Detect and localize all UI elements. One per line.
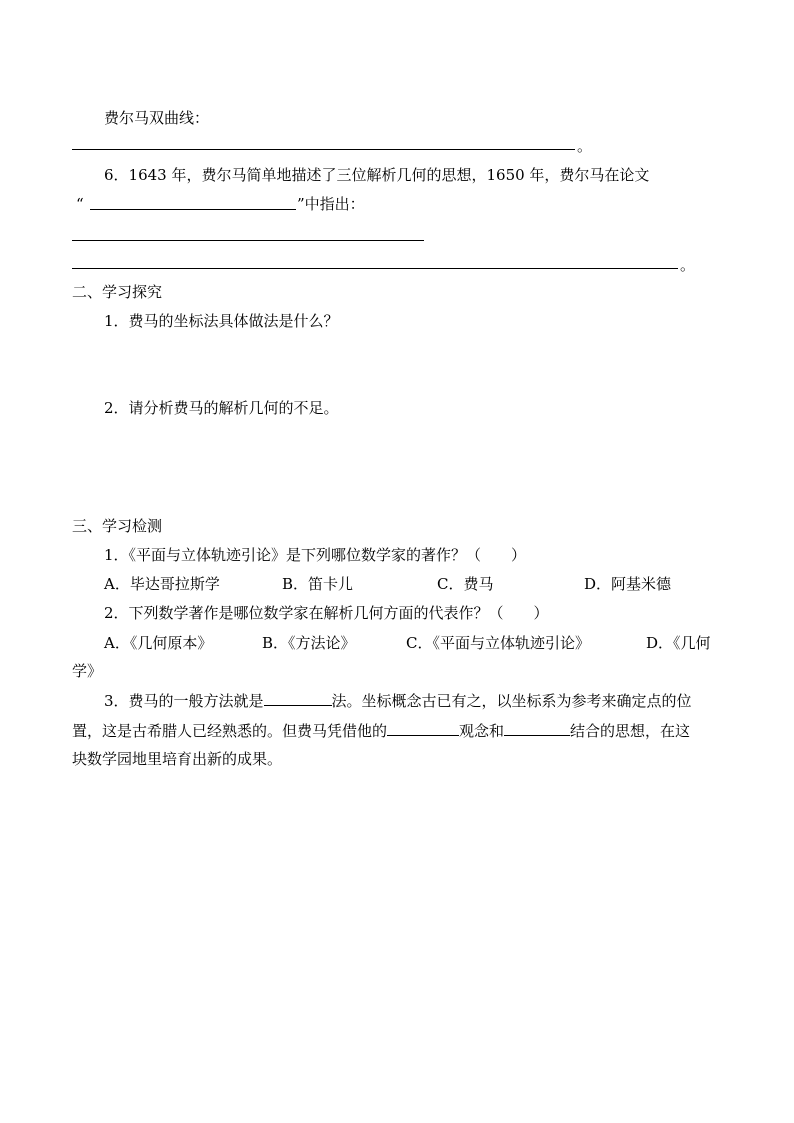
s3-q2-option-a[interactable]: A．《几何原本》 <box>104 634 213 652</box>
section2-q2: 2．请分析费马的解析几何的不足。 <box>104 399 339 417</box>
q5-answer-line[interactable] <box>72 149 575 150</box>
s3-q3-line2 <box>72 720 690 741</box>
s3-q1-stem: 1．《平面与立体轨迹引论》是下列哪位数学家的著作？（ ） <box>104 546 527 564</box>
s3-q2-option-d-continued: 学》 <box>72 662 103 680</box>
s3-q1-option-c[interactable]: C．费马 <box>437 575 494 593</box>
q5-label: 费尔马双曲线： <box>104 109 210 127</box>
s3-q3-part2: 法。坐标概念古已有之，以坐标系为参考来确定点的位 <box>331 692 692 710</box>
section3-heading: 三、学习检测 <box>72 517 163 535</box>
s3-q2-option-b[interactable]: B．《方法论》 <box>262 634 356 652</box>
s3-q1-option-d[interactable]: D．阿基米德 <box>584 575 672 593</box>
q6-end-mark: 。 <box>680 256 696 274</box>
q6-answer-line-1[interactable] <box>72 240 424 241</box>
section2-q1: 1．费马的坐标法具体做法是什么？ <box>104 312 339 330</box>
s3-q3-blank-1[interactable] <box>264 690 332 706</box>
s3-q2-option-c[interactable]: C．《平面与立体轨迹引论》 <box>406 634 590 652</box>
q6-open-quote: “ <box>76 195 84 213</box>
s3-q3-line1 <box>104 690 692 711</box>
s3-q3-blank-2[interactable] <box>387 720 459 736</box>
s3-q2-stem: 2．下列数学著作是哪位数学家在解析几何方面的代表作？（ ） <box>104 604 549 622</box>
s3-q3-part1: 3．费马的一般方法就是 <box>104 692 264 710</box>
s3-q3-line2-part3: 结合的思想，在这 <box>570 722 691 740</box>
s3-q3-blank-3[interactable] <box>504 720 570 736</box>
s3-q1-option-b[interactable]: B．笛卡儿 <box>282 575 354 593</box>
q6-answer-line-2[interactable] <box>72 268 678 269</box>
s3-q2-option-d[interactable]: D．《几何 <box>646 634 711 652</box>
q5-end-mark: 。 <box>577 137 593 155</box>
s3-q1-option-a[interactable]: A．毕达哥拉斯学 <box>104 575 220 593</box>
section2-heading: 二、学习探究 <box>72 283 163 301</box>
q6-paper-title-blank[interactable] <box>90 209 296 210</box>
s3-q3-line3: 块数学园地里培育出新的成果。 <box>72 750 283 768</box>
s3-q3-line2-part1: 置，这是古希腊人已经熟悉的。但费马凭借他的 <box>72 722 388 740</box>
q6-close-quote: ”中指出： <box>297 195 365 213</box>
s3-q3-line2-part2: 观念和 <box>459 722 505 740</box>
q6-line1: 6．1643 年，费尔马简单地描述了三位解析几何的思想，1650 年，费尔马在论文 <box>104 166 650 184</box>
